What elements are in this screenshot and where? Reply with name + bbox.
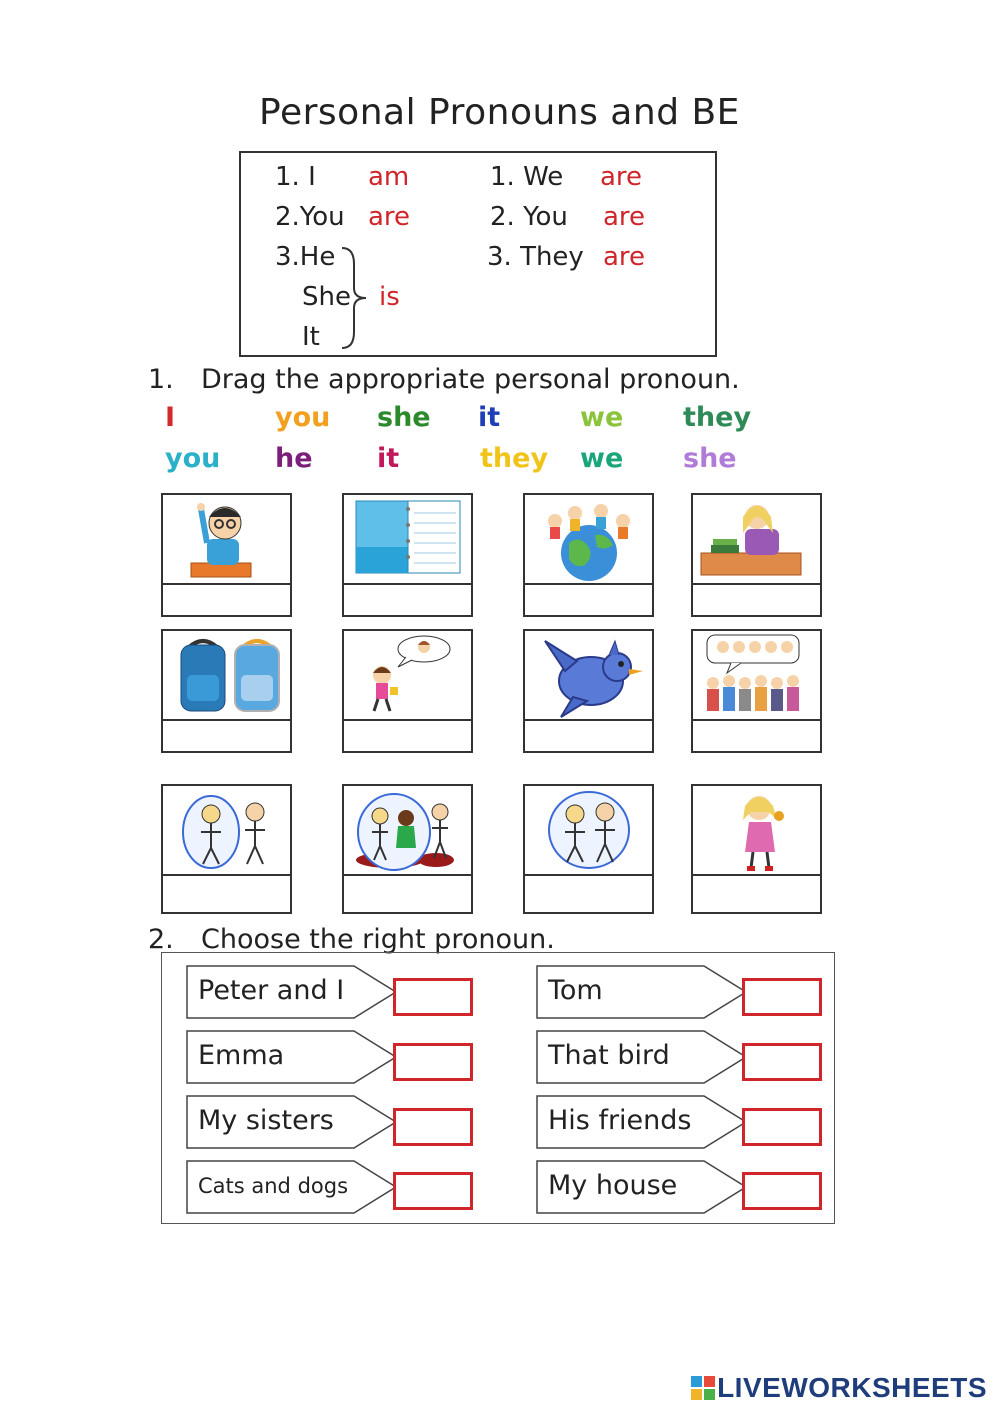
noun-label-3: My sisters — [198, 1105, 334, 1136]
woman-at-desk-picture — [693, 495, 820, 585]
noun-label-1: Peter and I — [198, 975, 345, 1006]
pronoun-you-plural: 2. You — [490, 202, 568, 232]
pronoun-they: 3. They — [487, 242, 584, 272]
picture-cell-12 — [691, 784, 822, 914]
drop-zone-4[interactable] — [693, 585, 820, 615]
drop-zone-1[interactable] — [163, 585, 290, 615]
verb-is: is — [379, 282, 400, 312]
drop-zone-2[interactable] — [344, 585, 471, 615]
answer-box-2[interactable] — [393, 1043, 473, 1081]
pronoun-you-singular: 2.You — [275, 202, 345, 232]
girl-with-flower-picture — [693, 786, 820, 876]
noun-tag-6 — [536, 1030, 748, 1084]
chip-it-1[interactable]: it — [478, 402, 501, 433]
pronoun-she: She — [302, 282, 351, 312]
verb-are-you: are — [368, 202, 411, 232]
section1-number: 1. — [148, 364, 174, 395]
drop-zone-5[interactable] — [163, 721, 290, 751]
picture-cell-6 — [342, 629, 473, 753]
noun-label-5: Tom — [548, 975, 603, 1006]
verb-are-they: are — [603, 242, 646, 272]
noun-label-2: Emma — [198, 1040, 285, 1071]
chip-they-1[interactable]: they — [683, 402, 752, 433]
verb-are-we: are — [600, 162, 643, 192]
drop-zone-8[interactable] — [693, 721, 820, 751]
picture-cell-10 — [342, 784, 473, 914]
picture-cell-2 — [342, 493, 473, 617]
drop-zone-9[interactable] — [163, 876, 290, 912]
pronoun-it: It — [302, 322, 320, 352]
answer-box-6[interactable] — [742, 1043, 822, 1081]
chip-you-1[interactable]: you — [275, 402, 331, 433]
chip-she-2[interactable]: she — [683, 443, 737, 474]
drop-zone-10[interactable] — [344, 876, 471, 912]
section2-instruction: Choose the right pronoun. — [201, 924, 555, 955]
picture-cell-8 — [691, 629, 822, 753]
answer-box-5[interactable] — [742, 978, 822, 1016]
answer-box-3[interactable] — [393, 1108, 473, 1146]
chip-we-2[interactable]: we — [580, 443, 624, 474]
girl-talking-picture — [344, 631, 471, 721]
section2-number: 2. — [148, 924, 174, 955]
children-on-globe-picture — [525, 495, 652, 585]
liveworksheets-logo-icon — [691, 1376, 715, 1404]
picture-cell-1 — [161, 493, 292, 617]
you-and-friend-picture — [163, 786, 290, 876]
noun-tag-3 — [186, 1095, 398, 1149]
answer-box-4[interactable] — [393, 1172, 473, 1210]
brand-logo-text[interactable]: LIVEWORKSHEETS — [717, 1372, 987, 1403]
drop-zone-3[interactable] — [525, 585, 652, 615]
page-title: Personal Pronouns and BE — [259, 92, 740, 133]
picture-cell-11 — [523, 784, 654, 914]
you-two-and-friend-picture — [344, 786, 471, 876]
noun-tag-7 — [536, 1095, 748, 1149]
me-and-friend-picture — [525, 786, 652, 876]
noun-tag-2 — [186, 1030, 398, 1084]
noun-tag-1 — [186, 965, 398, 1019]
answer-box-8[interactable] — [742, 1172, 822, 1210]
noun-label-7: His friends — [548, 1105, 692, 1136]
chip-i[interactable]: I — [165, 402, 176, 433]
chip-we-1[interactable]: we — [580, 402, 624, 433]
noun-label-6: That bird — [548, 1040, 670, 1071]
boy-at-desk-picture — [163, 495, 290, 585]
notebook-picture — [344, 495, 471, 585]
chip-they-2[interactable]: they — [480, 443, 549, 474]
pronoun-he: 3.He — [275, 242, 336, 272]
verb-am: am — [368, 162, 410, 192]
verb-are-you-plural: are — [603, 202, 646, 232]
group-of-people-picture — [693, 631, 820, 721]
drop-zone-7[interactable] — [525, 721, 652, 751]
noun-label-8: My house — [548, 1170, 678, 1201]
chip-you-2[interactable]: you — [165, 443, 221, 474]
noun-tag-5 — [536, 965, 748, 1019]
drop-zone-11[interactable] — [525, 876, 652, 912]
pronoun-we: 1. We — [490, 162, 564, 192]
chip-he[interactable]: he — [275, 443, 313, 474]
chip-she-1[interactable]: she — [377, 402, 431, 433]
noun-tag-8 — [536, 1160, 748, 1214]
curly-brace-icon — [340, 244, 374, 352]
drop-zone-12[interactable] — [693, 876, 820, 912]
answer-box-7[interactable] — [742, 1108, 822, 1146]
picture-cell-7 — [523, 629, 654, 753]
backpacks-picture — [163, 631, 290, 721]
picture-cell-4 — [691, 493, 822, 617]
picture-cell-5 — [161, 629, 292, 753]
pronoun-i: 1. I — [275, 162, 316, 192]
answer-box-1[interactable] — [393, 978, 473, 1016]
picture-cell-3 — [523, 493, 654, 617]
section1-instruction: Drag the appropriate personal pronoun. — [201, 364, 740, 395]
noun-tag-4 — [186, 1160, 398, 1214]
drop-zone-6[interactable] — [344, 721, 471, 751]
chip-it-2[interactable]: it — [377, 443, 400, 474]
picture-cell-9 — [161, 784, 292, 914]
noun-label-4: Cats and dogs — [198, 1174, 349, 1198]
blue-bird-picture — [525, 631, 652, 721]
